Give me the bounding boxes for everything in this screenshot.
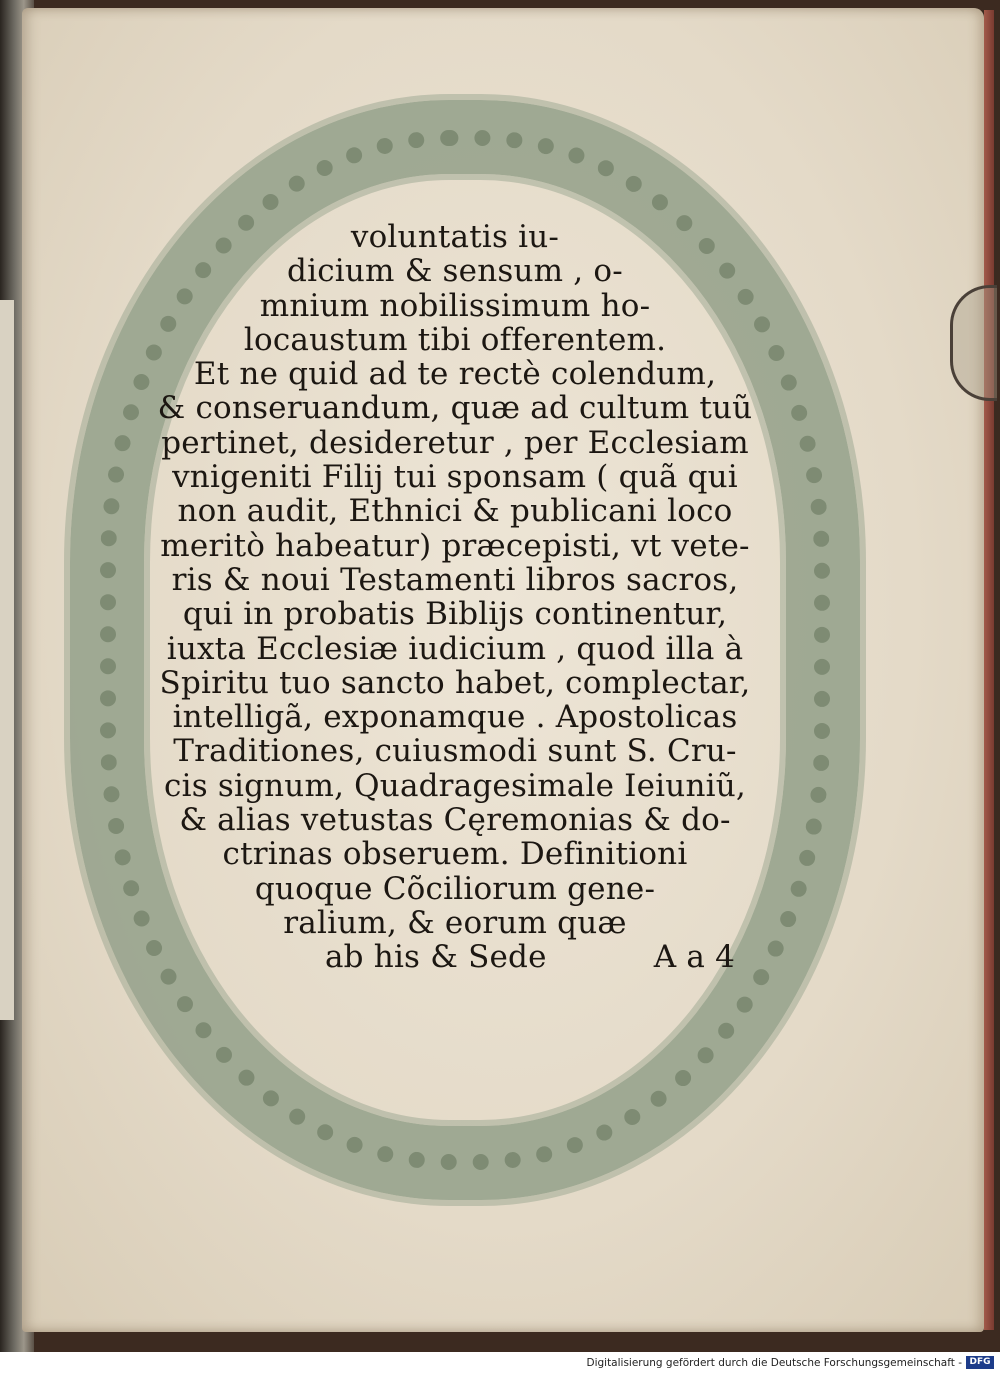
text-line: & conseruandum, quæ ad cultum tuũ [157, 390, 753, 427]
text-line: locaustum tibi offerentem. [243, 321, 667, 358]
text-line: voluntatis iu- [350, 219, 560, 255]
text-line: cis signum, Quadragesimale Ieiuniũ, [164, 767, 746, 804]
text-line: iuxta Ecclesiæ iudicium , quod illa à [166, 630, 744, 667]
text-line: Traditiones, cuiusmodi sunt S. Cru- [173, 733, 737, 770]
text-line: pertinet, desideretur , per Ecclesiam [161, 424, 749, 461]
facing-page-strip [0, 300, 14, 1020]
text-line: dicium & sensum , o- [287, 253, 623, 290]
text-line: mnium nobilissimum ho- [259, 287, 651, 324]
text-line: vnigeniti Filij tui sponsam ( quã qui [172, 459, 738, 496]
book-clasp [950, 285, 997, 401]
text-line: non audit, Ethnici & publicani loco [177, 493, 733, 530]
text-line: Spiritu tuo sancto habet, complectar, [159, 664, 751, 701]
page-edge [984, 10, 994, 1330]
text-line: Et ne quid ad te rectè colendum, [193, 356, 717, 393]
catchword: ab his & Sede [325, 939, 547, 976]
text-line: intelligã, exponamque . Apostolicas [172, 699, 738, 736]
text-line: qui in probatis Biblijs continentur, [182, 596, 728, 633]
signature-mark: A a 4 [653, 939, 735, 976]
text-line: & alias vetustas Cęremonias & do- [179, 802, 731, 839]
text-line: ctrinas obseruem. Definitioni [222, 836, 688, 873]
text-line: ris & noui Testamenti libros sacros, [171, 561, 739, 598]
digitization-footer [0, 1352, 1000, 1374]
dfg-logo: DFG [966, 1356, 994, 1369]
page-text [130, 220, 780, 975]
footer-credit: Digitalisierung gefördert durch die Deutsche Forschungsgemeinschaft - [586, 1357, 962, 1369]
text-line: quoque Cõciliorum gene- [254, 870, 656, 907]
text-line: ralium, & eorum quæ [283, 904, 627, 941]
text-line: meritò habeatur) præcepisti, vt vete- [160, 527, 750, 564]
catchword-line [130, 940, 780, 974]
